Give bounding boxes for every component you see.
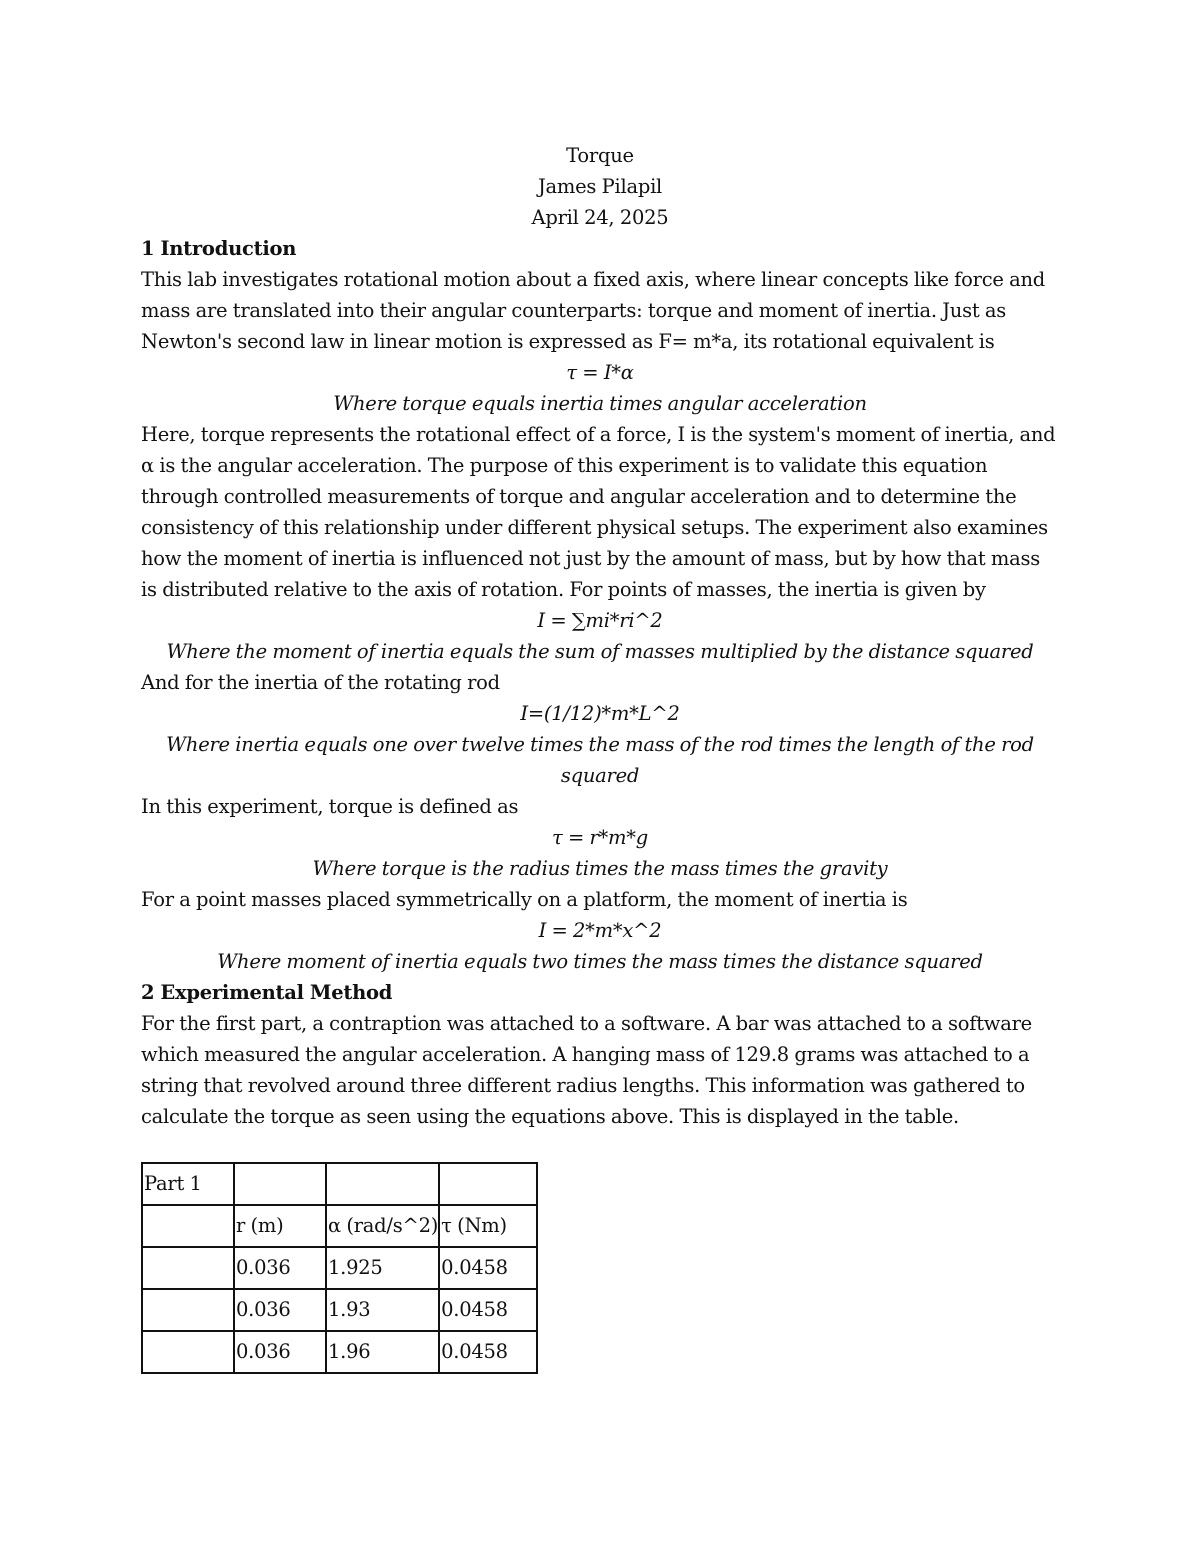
table-row: [142, 1247, 537, 1289]
equation-point-inertia: I = ∑mi*ri^2: [537, 609, 663, 632]
table-cell: 1.925: [326, 1247, 439, 1289]
part1-table-container: [141, 1162, 1059, 1374]
intro-paragraph-3: And for the inertia of the rotating rod: [141, 671, 500, 694]
table-cell: [439, 1163, 537, 1205]
doc-title: Torque: [566, 144, 634, 167]
table-row: [142, 1205, 537, 1247]
equation-rod-inertia: I=(1/12)*m*L^2: [520, 702, 680, 725]
table-header-angular-acceleration: α (rad/s^2): [326, 1205, 439, 1247]
table-cell: 0.036: [234, 1247, 326, 1289]
method-paragraph-1: For the first part, a contraption was attached to a software. A bar was attached to a software which measured the angular acceleration. A hanging mass of 129.8 grams was attached to a string that revolved around three different radius lengths. This information was gathered to calculate the torque as seen using the equations above. This is displayed in the table.: [141, 1012, 1032, 1128]
doc-date: April 24, 2025: [531, 206, 669, 229]
equation-point-inertia-caption: Where the moment of inertia equals the sum of masses multiplied by the distance squared: [166, 640, 1034, 663]
table-cell: [142, 1331, 234, 1373]
intro-paragraph-4: In this experiment, torque is defined as: [141, 795, 519, 818]
intro-paragraph-2: Here, torque represents the rotational effect of a force, I is the system's moment of inertia, and α is the angular acceleration. The purpose of this experiment is to validate this equation through controlled measurements of torque and angular acceleration and to determine the consistency of this relationship under different physical setups. The experiment also examines how the moment of inertia is influenced not just by the amount of mass, but by how that mass is distributed relative to the axis of rotation. For points of masses, the inertia is given by: [141, 423, 1056, 601]
table-header-radius: r (m): [234, 1205, 326, 1247]
equation-torque-caption: Where torque equals inertia times angular acceleration: [333, 392, 867, 415]
table-header-torque: τ (Nm): [439, 1205, 537, 1247]
table-cell: 0.0458: [439, 1331, 537, 1373]
equation-symmetric-inertia-caption: Where moment of inertia equals two times the mass times the distance squared: [217, 950, 983, 973]
equation-torque-definition: τ = r*m*g: [551, 826, 649, 849]
intro-paragraph-1: This lab investigates rotational motion about a fixed axis, where linear concepts like force and mass are translated into their angular counterparts: torque and moment of inertia. Just as Newton's second law in linear motion is expressed as F= m*a, its rotational equivalent is: [141, 268, 1046, 353]
table-cell: Part 1: [142, 1163, 234, 1205]
table-cell: 0.0458: [439, 1247, 537, 1289]
table-row: [142, 1289, 537, 1331]
document-page: [141, 140, 1059, 1374]
table-cell: [142, 1205, 234, 1247]
doc-author: James Pilapil: [537, 175, 663, 198]
equation-rod-inertia-caption: Where inertia equals one over twelve times the mass of the rod times the length of the rod squared: [166, 733, 1034, 787]
table-cell: [142, 1289, 234, 1331]
table-cell: 0.036: [234, 1331, 326, 1373]
table-cell: 1.96: [326, 1331, 439, 1373]
part1-data-table: [141, 1162, 538, 1374]
equation-torque-definition-caption: Where torque is the radius times the mass times the gravity: [312, 857, 888, 880]
method-heading: 2 Experimental Method: [141, 981, 393, 1004]
table-cell: 1.93: [326, 1289, 439, 1331]
introduction-heading: 1 Introduction: [141, 237, 297, 260]
intro-paragraph-5: For a point masses placed symmetrically on a platform, the moment of inertia is: [141, 888, 908, 911]
equation-torque: τ = I*α: [566, 361, 634, 384]
table-row: [142, 1163, 537, 1205]
table-cell: [326, 1163, 439, 1205]
table-cell: [234, 1163, 326, 1205]
equation-symmetric-inertia: I = 2*m*x^2: [538, 919, 662, 942]
table-row: [142, 1331, 537, 1373]
table-cell: 0.0458: [439, 1289, 537, 1331]
table-cell: 0.036: [234, 1289, 326, 1331]
table-cell: [142, 1247, 234, 1289]
